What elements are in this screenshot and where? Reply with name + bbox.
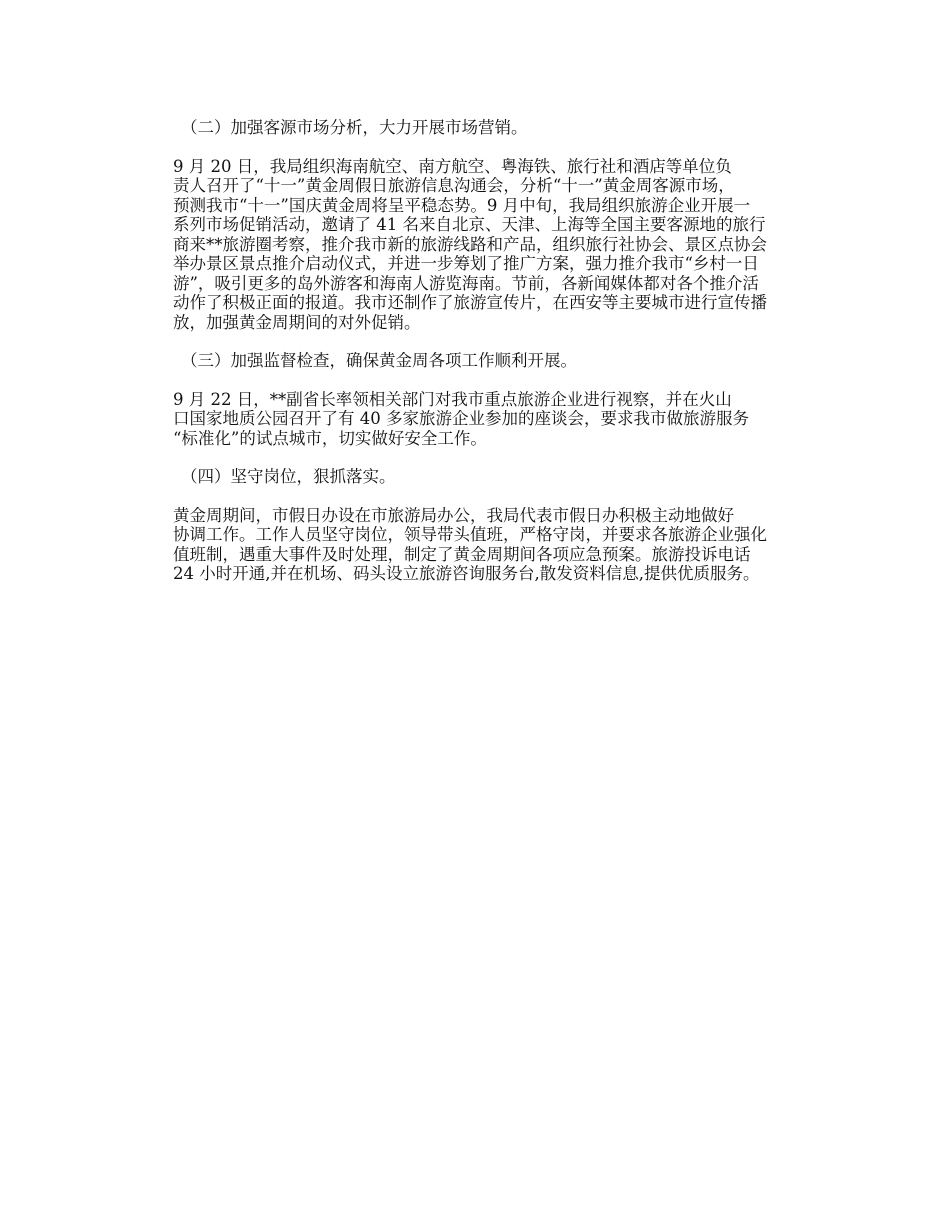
paragraph-line: 口国家地质公园召开了有 40 多家旅游企业参加的座谈会，要求我市做旅游服务 (173, 409, 749, 428)
spacer (140, 487, 812, 506)
section-paragraph-2 (140, 157, 812, 333)
spacer (140, 448, 812, 467)
paragraph-line: 协调工作。工作人员坚守岗位，领导带头值班，严格守岗，并要求各旅游企业强化 (173, 525, 767, 544)
section-paragraph-3 (140, 390, 812, 449)
paragraph-line: “标准化”的试点城市，切实做好安全工作。 (173, 428, 487, 448)
paragraph-line: 游”，吸引更多的岛外游客和海南人游览海南。节前，各新闻媒体都对各个推介活 (173, 273, 759, 293)
paragraph-line: 值班制，遇重大事件及时处理，制定了黄金周期间各项应急预案。旅游投诉电话 (173, 544, 751, 564)
paragraph-line: 24 小时开通,并在机场、码头设立旅游咨询服务台,散发资料信息,提供优质服务。 (173, 564, 760, 583)
spacer (140, 332, 812, 351)
paragraph-line: 动作了积极正面的报道。我市还制作了旅游宣传片，在西安等主要城市进行宣传播 (173, 293, 767, 312)
paragraph-line: 举办景区景点推介启动仪式，并进一步筹划了推广方案，强力推介我市“乡村一日 (173, 254, 759, 273)
paragraph-line: 9 月 22 日，**副省长率领相关部门对我市重点旅游企业进行视察，并在火山 (173, 389, 732, 409)
paragraph-line: 黄金周期间，市假日办设在市旅游局办公，我局代表市假日办积极主动地做好 (173, 505, 734, 525)
section-heading-2: （二）加强客源市场分析，大力开展市场营销。 (181, 118, 528, 137)
paragraph-line: 商来**旅游圈考察，推介我市新的旅游线路和产品，组织旅行社协会、景区点协会 (173, 234, 767, 254)
paragraph-line: 系列市场促销活动，邀请了 41 名来自北京、天津、上海等全国主要客源地的旅行 (173, 215, 766, 234)
paragraph-line: 预测我市“十一”国庆黄金周将呈平稳态势。9 月中旬，我局组织旅游企业开展一 (173, 195, 751, 215)
section-heading-4: （四）坚守岗位，狠抓落实。 (181, 467, 396, 486)
paragraph-line: 责人召开了“十一”黄金周假日旅游信息沟通会，分析“十一”黄金周客源市场， (173, 176, 735, 195)
document-body (140, 118, 812, 584)
section-heading-3: （三）加强监督检查，确保黄金周各项工作顺利开展。 (181, 351, 577, 370)
spacer (140, 371, 812, 390)
spacer (140, 138, 812, 157)
section-paragraph-4 (140, 506, 812, 584)
paragraph-line: 放，加强黄金周期间的对外促销。 (173, 312, 421, 332)
paragraph-line: 9 月 20 日，我局组织海南航空、南方航空、粤海铁、旅行社和酒店等单位负 (173, 156, 732, 176)
